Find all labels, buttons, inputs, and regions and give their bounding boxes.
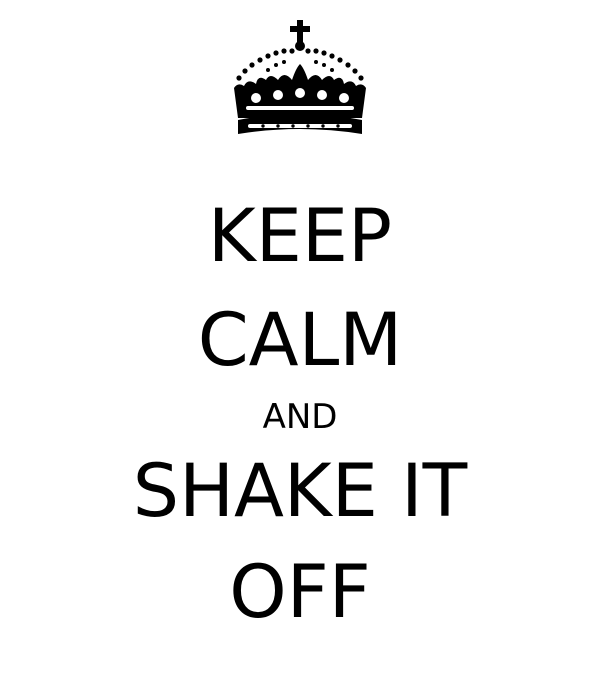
poster-line-off: OFF [229,550,371,635]
poster-line-shake-it: SHAKE IT [132,449,468,534]
poster-line-keep: KEEP [207,194,393,279]
poster-line-calm: CALM [197,298,403,383]
crown-icon [228,20,372,144]
poster-line-and: AND [262,397,338,437]
